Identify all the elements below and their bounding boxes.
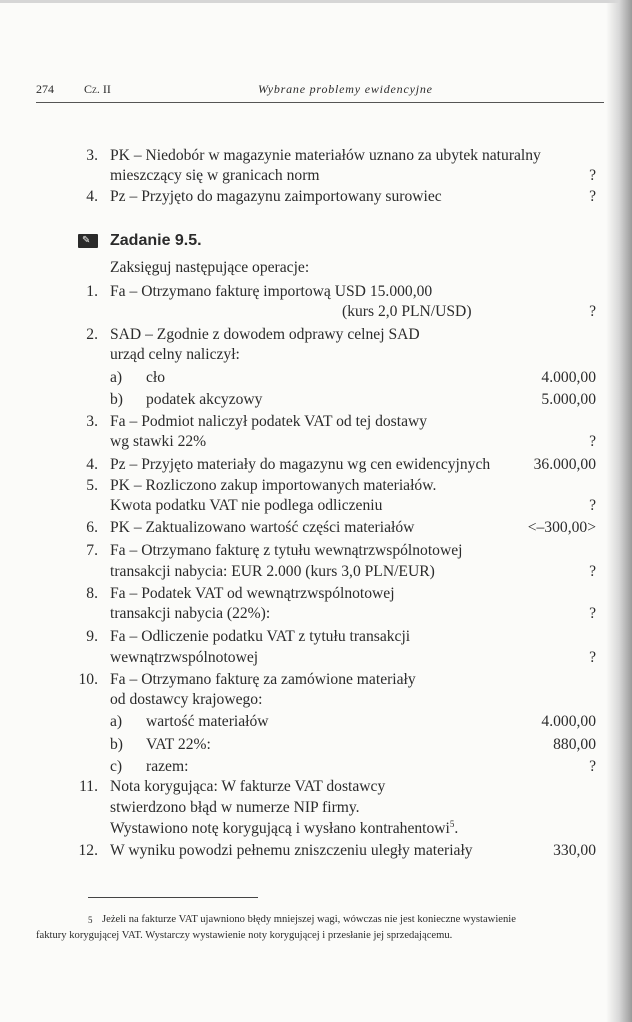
sub-amount: 4.000,00 <box>541 713 596 730</box>
operation-number: 11. <box>79 778 98 795</box>
task-title: Zadanie 9.5. <box>110 232 202 249</box>
sub-amount: 880,00 <box>553 736 596 753</box>
sub-text: razem: <box>146 758 189 775</box>
chapter-title: Wybrane problemy ewidencyjne <box>258 82 433 96</box>
sub-label: a) <box>110 713 123 730</box>
pencil-icon: ✎ <box>82 235 91 246</box>
item-text: PK – Niedobór w magazynie materiałów uznano za ubytek naturalny <box>110 147 541 164</box>
footnote <box>36 912 592 944</box>
operation-number: 2. <box>86 326 98 343</box>
footnote-reference[interactable]: 5 <box>449 818 455 829</box>
operation-text: Fa – Otrzymano fakturę z tytułu wewnątrzwspólnotowej <box>110 542 463 559</box>
operation-amount: ? <box>589 303 596 320</box>
task-badge <box>78 234 98 248</box>
footnote-marker: 5 <box>88 915 93 925</box>
operation-text: Pz – Przyjęto materiały do magazynu wg cen ewidencyjnych <box>110 456 491 473</box>
header-rule <box>36 102 604 103</box>
operation-text: SAD – Zgodnie z dowodem odprawy celnej SAD <box>110 326 420 343</box>
sub-amount: 4.000,00 <box>541 369 596 386</box>
operation-number: 7. <box>86 542 98 559</box>
operation-number: 10. <box>78 671 98 688</box>
footnote-rule <box>88 897 258 898</box>
operation-number: 8. <box>86 585 98 602</box>
page-top-edge <box>0 0 632 3</box>
operation-amount: <–300,00> <box>527 519 596 536</box>
operation-text: wg stawki 22% <box>110 433 207 450</box>
operation-text: Fa – Podmiot naliczył podatek VAT od tej dostawy <box>110 413 428 430</box>
operation-amount: ? <box>589 433 596 450</box>
operation-text: (kurs 2,0 PLN/USD) <box>342 303 472 320</box>
operation-amount: ? <box>589 497 596 514</box>
item-amount: ? <box>589 188 596 205</box>
operation-text: Fa – Podatek VAT od wewnątrzwspólnotowej <box>110 585 395 602</box>
operation-text: Wystawiono notę korygującą i wysłano kontrahentowi$^5$. <box>110 818 459 837</box>
operation-text: transakcji nabycia: EUR 2.000 (kurs 3,0 PLN/EUR) <box>110 563 435 580</box>
operation-number: 12. <box>78 842 98 859</box>
sub-label: c) <box>110 758 123 775</box>
item-number: 3. <box>86 147 98 164</box>
footnote-text: faktury korygującej VAT. Wystarczy wystawienie noty korygującej i przesłanie jej sprzedającemu. <box>36 930 453 941</box>
operation-text: Fa – Odliczenie podatku VAT z tytułu transakcji <box>110 628 411 645</box>
operation-amount: 36.000,00 <box>533 456 596 473</box>
sub-label: b) <box>110 391 123 408</box>
sub-text: VAT 22%: <box>146 736 211 753</box>
part-label: Cz. II <box>84 82 111 96</box>
operation-amount: ? <box>589 649 596 666</box>
operation-text: Nota korygująca: W fakturze VAT dostawcy <box>110 778 386 795</box>
operation-number: 9. <box>86 628 98 645</box>
operation-number: 6. <box>86 519 98 536</box>
sub-amount: ? <box>589 758 596 775</box>
item-text: mieszczący się w granicach norm <box>110 167 320 184</box>
operation-number: 5. <box>86 477 98 494</box>
item-number: 4. <box>86 188 98 205</box>
operation-amount: ? <box>589 563 596 580</box>
operation-text: wewnątrzwspólnotowej <box>110 649 259 666</box>
operation-text: transakcji nabycia (22%): <box>110 605 271 622</box>
operation-text: PK – Zaktualizowano wartość części materiałów <box>110 519 415 536</box>
task-intro: Zaksięguj następujące operacje: <box>110 259 310 276</box>
item-amount: ? <box>589 167 596 184</box>
operation-text: W wyniku powodzi pełnemu zniszczeniu uległy materiały <box>110 842 473 859</box>
operation-text: urząd celny naliczył: <box>110 346 240 363</box>
item-text: Pz – Przyjęto do magazynu zaimportowany surowiec <box>110 188 442 205</box>
page-gutter-shadow <box>606 0 632 1022</box>
page-number: 274 <box>36 82 54 96</box>
operation-text: Fa – Otrzymano fakturę importową USD 15.000,00 <box>110 283 433 300</box>
operation-amount: 330,00 <box>553 842 596 859</box>
sub-text: podatek akcyzowy <box>146 391 263 408</box>
operation-number: 4. <box>86 456 98 473</box>
sub-label: b) <box>110 736 123 753</box>
sub-text: cło <box>146 369 166 386</box>
operation-text: Kwota podatku VAT nie podlega odliczeniu <box>110 497 383 514</box>
operation-number: 3. <box>86 413 98 430</box>
operation-text: stwierdzono błąd w numerze NIP firmy. <box>110 799 360 816</box>
running-header <box>36 82 604 98</box>
footnote-text: Jeżeli na fakturze VAT ujawniono błędy mniejszej wagi, wówczas nie jest konieczne wystawienie <box>102 914 516 925</box>
operation-text: od dostawcy krajowego: <box>110 691 263 708</box>
operation-amount: ? <box>589 605 596 622</box>
operation-number: 1. <box>86 283 98 300</box>
sub-label: a) <box>110 369 123 386</box>
sub-amount: 5.000,00 <box>541 391 596 408</box>
sub-text: wartość materiałów <box>146 713 269 730</box>
operation-text: Fa – Otrzymano fakturę za zamówione materiały <box>110 671 416 688</box>
operation-text: PK – Rozliczono zakup importowanych materiałów. <box>110 477 437 494</box>
